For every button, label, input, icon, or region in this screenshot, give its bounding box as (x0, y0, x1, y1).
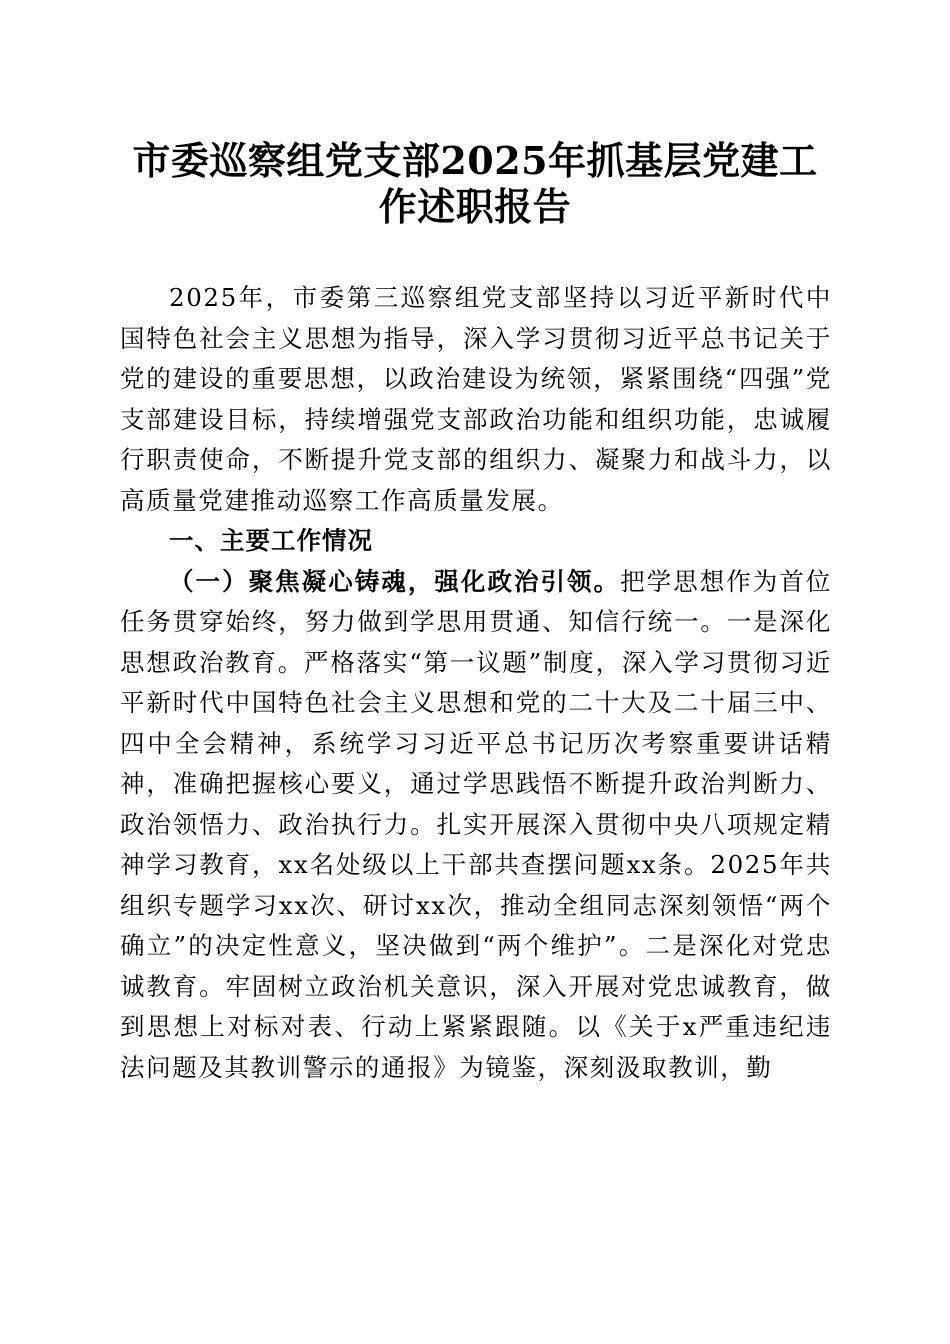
section-heading: 一、主要工作情况 (169, 526, 373, 555)
subsection-lead: （一）聚焦凝心铸魂，强化政治引领。 (169, 566, 621, 596)
subsection-body: 把学思想作为首位任务贯穿始终，努力做到学思用贯通、知信行统一。一是深化思想政治教育。严格落实“第一议题”制度，深入学习贯彻习近平新时代中国特色社会主义思想和党的二十大及二十届三中、四中全会精神，系统学习习近平总书记历次考察重要讲话精神，准确把握核心要义，通过学思践悟不断提升政治判断力、政治领悟力、政治执行力。扎实开展深入贯彻中央八项规定精神学习教育，xx名处级以上干部共查摆问题xx条。2025年共组织专题学习xx次、研讨xx次，推动全组同志深刻领悟“两个确立”的决定性意义，坚决做到“两个维护”。二是深化对党忠诚教育。牢固树立政治机关意识，深入开展对党忠诚教育，做到思想上对标对表、行动上紧紧跟随。以《关于x严重违纪违法问题及其教训警示的通报》为镜鉴，深刻汲取教训，勤 (120, 566, 832, 1082)
subsection-paragraph (120, 562, 832, 1089)
document-body (120, 278, 832, 1088)
intro-paragraph: 2025年，市委第三巡察组党支部坚持以习近平新时代中国特色社会主义思想为指导，深入学习贯彻习近平总书记关于党的建设的重要思想，以政治建设为统领，紧紧围绕“四强”党支部建设目标，持续增强党支部政治功能和组织功能，忠诚履行职责使命，不断提升党支部的组织力、凝聚力和战斗力，以高质量党建推动巡察工作高质量发展。 (120, 283, 832, 515)
document-title: 市委巡察组党支部2025年抓基层党建工作述职报告 (132, 138, 818, 229)
